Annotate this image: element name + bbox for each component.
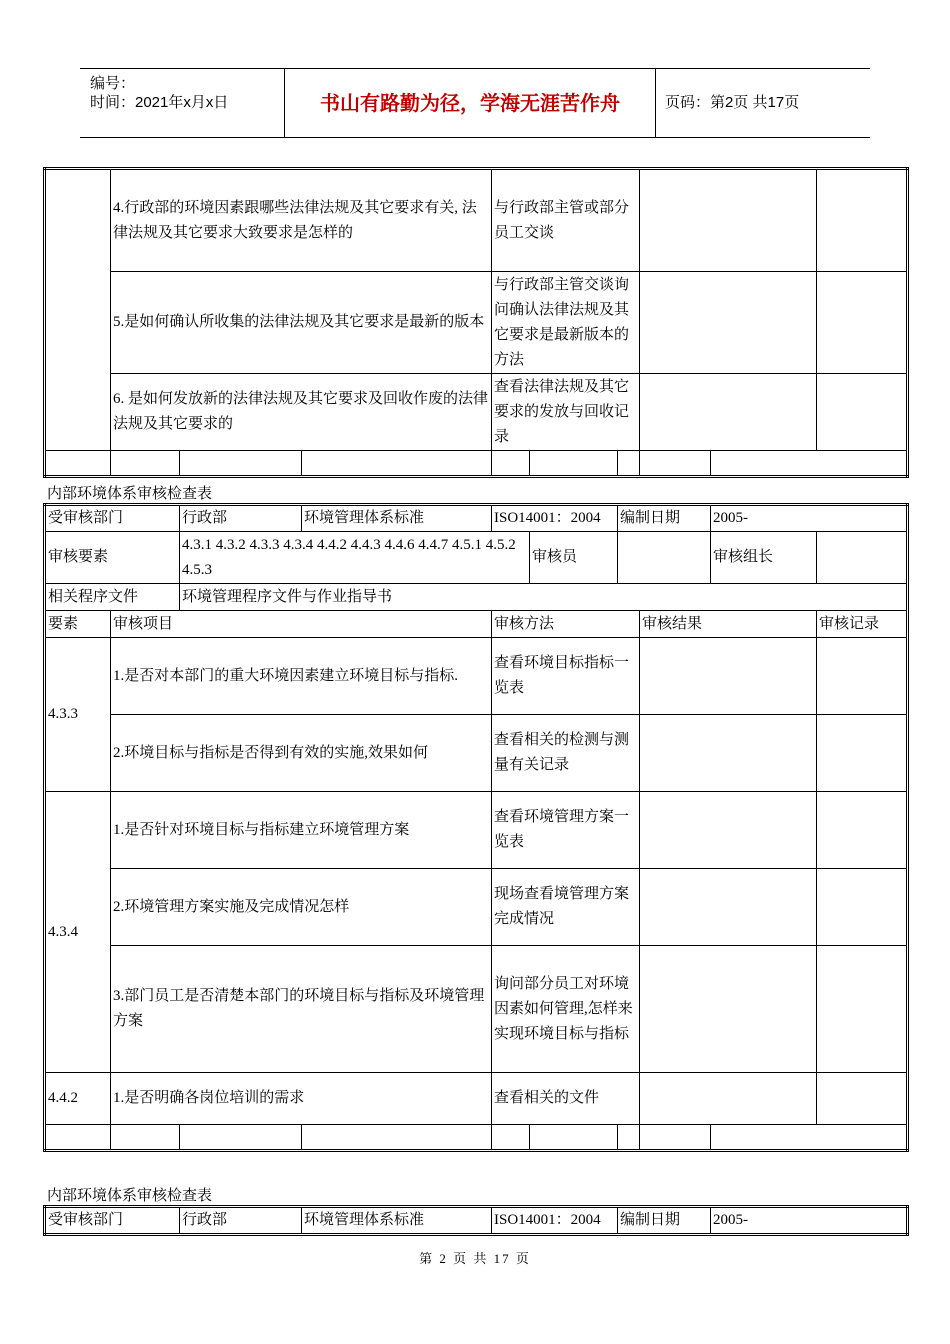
element-cell: 4.3.3 [45, 638, 111, 792]
table-row [45, 1073, 908, 1125]
dept-value: 行政部 [180, 505, 302, 532]
audit-method-cell: 查看环境目标指标一览表 [492, 638, 640, 715]
table-row [45, 792, 908, 869]
standard-label: 环境管理体系标准 [302, 1207, 492, 1235]
audit-result-cell [640, 169, 817, 272]
dept-value: 行政部 [180, 1207, 302, 1235]
date-value: 2005- [711, 1207, 908, 1235]
table-row [45, 1207, 908, 1235]
audit-method-cell: 与行政部主管或部分员工交谈 [492, 169, 640, 272]
audit-record-cell [817, 792, 908, 869]
standard-value: ISO14001：2004 [492, 1207, 618, 1235]
auditor-label: 审核员 [530, 532, 618, 584]
audit-item-cell: 4.行政部的环境因素跟哪些法律法规及其它要求有关, 法律法规及其它要求大致要求是怎样的 [111, 169, 492, 272]
header-meta [80, 69, 284, 137]
audit-method-cell: 与行政部主管交谈询问确认法律法规及其它要求是最新版本的方法 [492, 272, 640, 374]
audit-item-cell: 2.环境管理方案实施及完成情况怎样 [111, 869, 492, 946]
standard-label: 环境管理体系标准 [302, 505, 492, 532]
audit-result-cell [640, 638, 817, 715]
dept-label: 受审核部门 [45, 505, 180, 532]
header-motto: 书山有路勤为径，学海无涯苦作舟 [284, 69, 656, 137]
audit-record-cell [817, 374, 908, 451]
table-row [45, 532, 908, 584]
standard-value: ISO14001：2004 [492, 505, 618, 532]
audit-result-cell [640, 1073, 817, 1125]
table-row [45, 869, 908, 946]
elements-label: 审核要素 [45, 532, 180, 584]
audit-item-cell: 1.是否明确各岗位培训的需求 [111, 1073, 492, 1125]
audit-item-cell: 1.是否针对环境目标与指标建立环境管理方案 [111, 792, 492, 869]
time-label: 时间：2021年x月x日 [90, 94, 229, 111]
table-row [45, 505, 908, 532]
col-result: 审核结果 [640, 611, 817, 638]
leader-value [817, 532, 908, 584]
table-row-empty [45, 1125, 908, 1151]
form-title-2: 内部环境体系审核检查表 [47, 1188, 213, 1204]
date-label: 编制日期 [618, 505, 711, 532]
element-cell: 4.4.2 [45, 1073, 111, 1125]
audit-record-cell [817, 946, 908, 1073]
audit-item-cell: 1.是否对本部门的重大环境因素建立环境目标与指标. [111, 638, 492, 715]
audit-record-cell [817, 869, 908, 946]
audit-checklist-table-2 [43, 1205, 909, 1236]
table-row [45, 272, 908, 374]
audit-record-cell [817, 272, 908, 374]
audit-result-cell [640, 374, 817, 451]
audit-checklist-table [43, 503, 909, 1152]
page-header [80, 68, 870, 138]
table-header-row [45, 611, 908, 638]
number-label: 编号： [90, 75, 136, 92]
audit-method-cell: 现场查看境管理方案完成情况 [492, 869, 640, 946]
docs-label: 相关程序文件 [45, 584, 180, 611]
col-element: 要素 [45, 611, 111, 638]
page-footer: 第 2 页 共 17 页 [419, 1251, 531, 1266]
audit-method-cell: 查看相关的检测与测量有关记录 [492, 715, 640, 792]
audit-record-cell [817, 1073, 908, 1125]
audit-item-cell: 5.是如何确认所收集的法律法规及其它要求是最新的版本 [111, 272, 492, 374]
audit-record-cell [817, 638, 908, 715]
audit-result-cell [640, 792, 817, 869]
table-row [45, 169, 908, 272]
table-row-empty [45, 451, 908, 477]
audit-table-continued [43, 167, 909, 478]
auditor-value [618, 532, 711, 584]
form-title: 内部环境体系审核检查表 [47, 486, 213, 502]
header-page-label: 页码：第2页 共17页 [665, 94, 800, 111]
table-row [45, 946, 908, 1073]
table-row [45, 715, 908, 792]
element-cell: 4.3.4 [45, 792, 111, 1073]
col-method: 审核方法 [492, 611, 640, 638]
audit-method-cell: 查看相关的文件 [492, 1073, 640, 1125]
dept-label: 受审核部门 [45, 1207, 180, 1235]
audit-item-cell: 6. 是如何发放新的法律法规及其它要求及回收作废的法律法规及其它要求的 [111, 374, 492, 451]
audit-result-cell [640, 272, 817, 374]
audit-method-cell: 查看法律法规及其它要求的发放与回收记录 [492, 374, 640, 451]
audit-method-cell: 询问部分员工对环境因素如何管理,怎样来实现环境目标与指标 [492, 946, 640, 1073]
table-row [45, 584, 908, 611]
audit-result-cell [640, 869, 817, 946]
audit-result-cell [640, 715, 817, 792]
audit-item-cell: 2.环境目标与指标是否得到有效的实施,效果如何 [111, 715, 492, 792]
table-row [45, 638, 908, 715]
leader-label: 审核组长 [711, 532, 817, 584]
elements-value: 4.3.1 4.3.2 4.3.3 4.3.4 4.4.2 4.4.3 4.4.6 4.4.7 4.5.1 4.5.2 4.5.3 [180, 532, 530, 584]
element-cell [45, 169, 111, 451]
col-item: 审核项目 [111, 611, 492, 638]
audit-method-cell: 查看环境管理方案一览表 [492, 792, 640, 869]
col-record: 审核记录 [817, 611, 908, 638]
date-value: 2005- [711, 505, 908, 532]
audit-result-cell [640, 946, 817, 1073]
docs-value: 环境管理程序文件与作业指导书 [180, 584, 908, 611]
audit-record-cell [817, 715, 908, 792]
date-label: 编制日期 [618, 1207, 711, 1235]
table-row [45, 374, 908, 451]
audit-item-cell: 3.部门员工是否清楚本部门的环境目标与指标及环境管理方案 [111, 946, 492, 1073]
audit-record-cell [817, 169, 908, 272]
